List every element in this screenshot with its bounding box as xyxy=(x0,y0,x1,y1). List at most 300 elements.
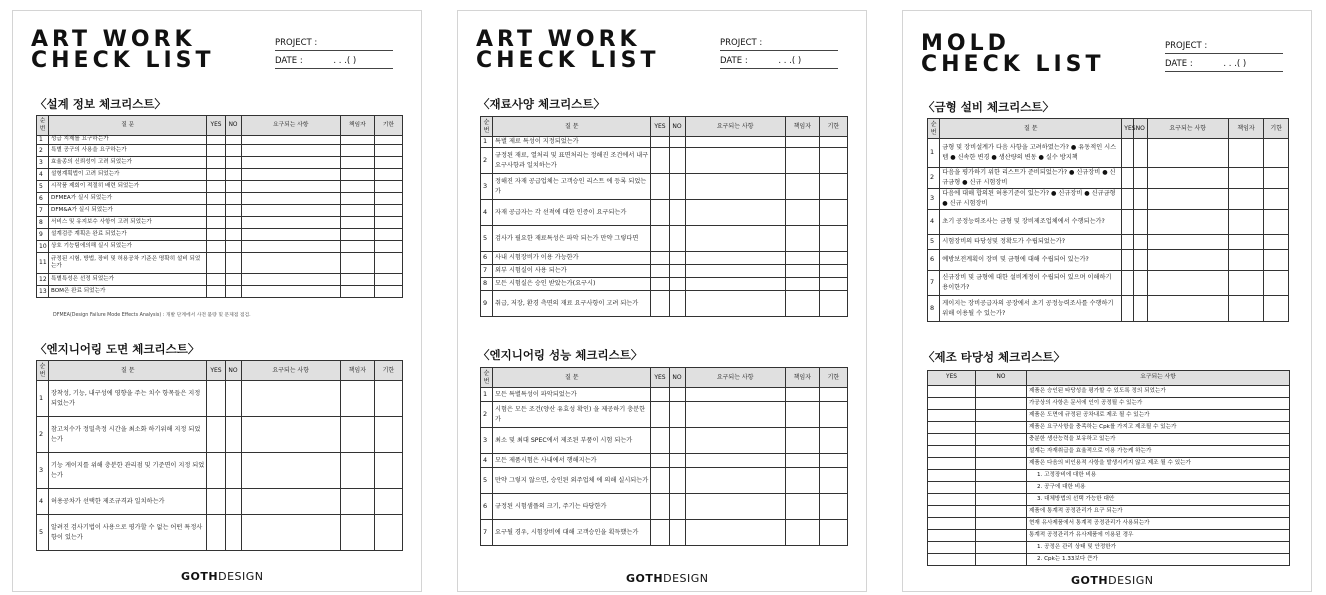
owner-cell[interactable] xyxy=(340,181,374,193)
owner-cell[interactable] xyxy=(1228,235,1264,250)
yes-cell[interactable] xyxy=(651,428,669,454)
yes-cell[interactable] xyxy=(207,193,225,205)
no-cell[interactable] xyxy=(225,181,241,193)
due-cell[interactable] xyxy=(819,428,847,454)
no-cell[interactable] xyxy=(669,520,685,546)
row-number: 8 xyxy=(481,278,493,291)
requirements-cell[interactable] xyxy=(685,200,785,226)
requirements-cell[interactable] xyxy=(241,169,340,181)
yes-cell[interactable] xyxy=(207,136,225,145)
requirements-cell[interactable] xyxy=(1147,139,1228,168)
yes-cell[interactable] xyxy=(207,181,225,193)
no-cell[interactable] xyxy=(976,446,1027,458)
requirements-cell[interactable] xyxy=(241,515,340,551)
col-header-due: 기한 xyxy=(819,368,847,388)
due-cell[interactable] xyxy=(819,137,847,148)
no-cell[interactable] xyxy=(1133,210,1147,235)
yes-cell[interactable] xyxy=(651,252,669,265)
col-header-requirements: 요구되는 사항 xyxy=(1147,119,1228,139)
requirements-cell[interactable] xyxy=(1147,271,1228,296)
due-cell[interactable] xyxy=(374,381,402,417)
due-cell[interactable] xyxy=(374,169,402,181)
requirements-cell[interactable] xyxy=(241,417,340,453)
no-cell[interactable] xyxy=(225,169,241,181)
requirements-cell[interactable] xyxy=(241,286,340,298)
yes-cell[interactable] xyxy=(207,205,225,217)
row-number: 3 xyxy=(481,174,493,200)
no-cell[interactable] xyxy=(225,453,241,489)
project-field: PROJECT : xyxy=(275,37,393,51)
yes-cell[interactable] xyxy=(207,229,225,241)
no-cell[interactable] xyxy=(669,454,685,468)
row-question: 설계검증 계획은 완료 되었는가 xyxy=(49,229,207,241)
yes-cell[interactable] xyxy=(928,482,976,494)
col-header-question: 질 문 xyxy=(49,361,207,381)
yes-cell[interactable] xyxy=(928,446,976,458)
due-cell[interactable] xyxy=(819,494,847,520)
owner-cell[interactable] xyxy=(340,453,374,489)
row-number: 4 xyxy=(481,454,493,468)
due-cell[interactable] xyxy=(819,402,847,428)
col-header-due: 기한 xyxy=(819,117,847,137)
owner-cell[interactable] xyxy=(785,402,819,428)
yes-cell[interactable] xyxy=(1122,210,1133,235)
table-row xyxy=(928,482,1290,494)
yes-cell[interactable] xyxy=(651,174,669,200)
owner-cell[interactable] xyxy=(340,217,374,229)
yes-cell[interactable] xyxy=(1122,296,1133,322)
dfmea-note: DFMEA(Design Failure Mode Effects Analysis) : 개발 단계에서 사전 불량 및 문제점 점검. xyxy=(53,313,251,318)
owner-cell[interactable] xyxy=(340,489,374,515)
due-cell[interactable] xyxy=(819,388,847,402)
owner-cell[interactable] xyxy=(785,520,819,546)
table-row xyxy=(928,296,1289,322)
no-cell[interactable] xyxy=(669,402,685,428)
yes-cell[interactable] xyxy=(651,494,669,520)
no-cell[interactable] xyxy=(225,205,241,217)
yes-cell[interactable] xyxy=(207,253,225,274)
owner-cell[interactable] xyxy=(340,286,374,298)
requirements-cell[interactable] xyxy=(685,174,785,200)
mold-equipment-table xyxy=(927,118,1289,322)
row-question: 외부 시험실이 사용 되는가 xyxy=(493,265,651,278)
yes-cell[interactable] xyxy=(928,530,976,542)
owner-cell[interactable] xyxy=(1228,250,1264,271)
due-cell[interactable] xyxy=(374,253,402,274)
requirements-cell[interactable] xyxy=(241,381,340,417)
owner-cell[interactable] xyxy=(785,454,819,468)
yes-cell[interactable] xyxy=(928,398,976,410)
requirement-text: 제품에 통계적 공정관리가 요구 되는가 xyxy=(1027,506,1290,518)
owner-cell[interactable] xyxy=(785,200,819,226)
yes-cell[interactable] xyxy=(651,402,669,428)
requirements-cell[interactable] xyxy=(241,453,340,489)
owner-cell[interactable] xyxy=(785,494,819,520)
col-header-due: 기한 xyxy=(374,116,402,136)
owner-cell[interactable] xyxy=(340,205,374,217)
no-cell[interactable] xyxy=(669,265,685,278)
yes-cell[interactable] xyxy=(928,470,976,482)
owner-cell[interactable] xyxy=(785,252,819,265)
yes-cell[interactable] xyxy=(1122,235,1133,250)
owner-cell[interactable] xyxy=(340,515,374,551)
no-cell[interactable] xyxy=(669,468,685,494)
row-question: 알려진 검사기법이 사용으로 평가할 수 없는 어떤 특정사항이 있는가 xyxy=(49,515,207,551)
row-number: 11 xyxy=(37,253,49,274)
col-header-due: 기한 xyxy=(1264,119,1289,139)
table-row xyxy=(928,494,1290,506)
no-cell[interactable] xyxy=(669,252,685,265)
yes-cell[interactable] xyxy=(651,148,669,174)
yes-cell[interactable] xyxy=(928,494,976,506)
row-question: 시험장비의 타당성및 정확도가 수립되었는가? xyxy=(940,235,1122,250)
due-cell[interactable] xyxy=(1264,271,1289,296)
project-field: PROJECT : xyxy=(1165,40,1283,54)
date-field: DATE : . . .( ) xyxy=(275,55,393,69)
due-cell[interactable] xyxy=(374,157,402,169)
row-number: 3 xyxy=(37,157,49,169)
col-header-number: 순번 xyxy=(928,119,940,139)
requirements-cell[interactable] xyxy=(1147,296,1228,322)
requirement-text: 제품은 요구사항을 충족하는 Cpk를 가지고 제조될 수 있는가 xyxy=(1027,422,1290,434)
no-cell[interactable] xyxy=(976,554,1027,566)
no-cell[interactable] xyxy=(669,148,685,174)
requirements-cell[interactable] xyxy=(685,520,785,546)
owner-cell[interactable] xyxy=(1228,296,1264,322)
no-cell[interactable] xyxy=(976,398,1027,410)
owner-cell[interactable] xyxy=(785,265,819,278)
no-cell[interactable] xyxy=(976,542,1027,554)
no-cell[interactable] xyxy=(976,434,1027,446)
no-cell[interactable] xyxy=(1133,168,1147,189)
due-cell[interactable] xyxy=(374,453,402,489)
no-cell[interactable] xyxy=(225,286,241,298)
due-cell[interactable] xyxy=(1264,168,1289,189)
no-cell[interactable] xyxy=(976,482,1027,494)
no-cell[interactable] xyxy=(1133,235,1147,250)
owner-cell[interactable] xyxy=(340,136,374,145)
requirements-cell[interactable] xyxy=(241,193,340,205)
no-cell[interactable] xyxy=(225,241,241,253)
owner-cell[interactable] xyxy=(785,137,819,148)
due-cell[interactable] xyxy=(819,454,847,468)
requirements-cell[interactable] xyxy=(685,148,785,174)
yes-cell[interactable] xyxy=(928,434,976,446)
no-cell[interactable] xyxy=(225,515,241,551)
due-cell[interactable] xyxy=(819,200,847,226)
no-cell[interactable] xyxy=(225,417,241,453)
due-cell[interactable] xyxy=(1264,139,1289,168)
due-cell[interactable] xyxy=(374,205,402,217)
due-cell[interactable] xyxy=(374,489,402,515)
no-cell[interactable] xyxy=(225,253,241,274)
title-line-1: ART WORK xyxy=(476,27,641,52)
due-cell[interactable] xyxy=(374,193,402,205)
yes-cell[interactable] xyxy=(207,515,225,551)
requirements-cell[interactable] xyxy=(685,428,785,454)
no-cell[interactable] xyxy=(976,386,1027,398)
requirement-text: 1. 공정은 관리 상태 및 안정한가 xyxy=(1027,542,1290,554)
yes-cell[interactable] xyxy=(207,274,225,286)
no-cell[interactable] xyxy=(976,422,1027,434)
row-number: 1 xyxy=(481,137,493,148)
no-cell[interactable] xyxy=(225,136,241,145)
sheet-title xyxy=(476,29,660,71)
requirements-cell[interactable] xyxy=(685,468,785,494)
owner-cell[interactable] xyxy=(785,278,819,291)
owner-cell[interactable] xyxy=(340,274,374,286)
no-cell[interactable] xyxy=(1133,139,1147,168)
table-row xyxy=(928,506,1290,518)
title-line-1: MOLD xyxy=(921,31,1010,56)
yes-cell[interactable] xyxy=(651,226,669,252)
requirements-cell[interactable] xyxy=(685,494,785,520)
requirements-cell[interactable] xyxy=(1147,210,1228,235)
no-cell[interactable] xyxy=(976,470,1027,482)
no-cell[interactable] xyxy=(225,217,241,229)
yes-cell[interactable] xyxy=(651,520,669,546)
requirements-cell[interactable] xyxy=(241,241,340,253)
requirements-cell[interactable] xyxy=(241,229,340,241)
no-cell[interactable] xyxy=(669,278,685,291)
yes-cell[interactable] xyxy=(207,241,225,253)
no-cell[interactable] xyxy=(225,145,241,157)
requirements-cell[interactable] xyxy=(685,278,785,291)
yes-cell[interactable] xyxy=(928,458,976,470)
owner-cell[interactable] xyxy=(340,417,374,453)
owner-cell[interactable] xyxy=(785,174,819,200)
requirements-cell[interactable] xyxy=(1147,168,1228,189)
owner-cell[interactable] xyxy=(340,193,374,205)
yes-cell[interactable] xyxy=(1122,189,1133,210)
owner-cell[interactable] xyxy=(785,468,819,494)
yes-cell[interactable] xyxy=(928,554,976,566)
due-cell[interactable] xyxy=(1264,210,1289,235)
due-cell[interactable] xyxy=(1264,189,1289,210)
no-cell[interactable] xyxy=(669,494,685,520)
owner-cell[interactable] xyxy=(785,428,819,454)
requirements-cell[interactable] xyxy=(685,454,785,468)
requirements-cell[interactable] xyxy=(685,226,785,252)
due-cell[interactable] xyxy=(819,265,847,278)
due-cell[interactable] xyxy=(374,181,402,193)
no-cell[interactable] xyxy=(225,381,241,417)
owner-cell[interactable] xyxy=(340,381,374,417)
no-cell[interactable] xyxy=(669,291,685,317)
requirements-cell[interactable] xyxy=(685,265,785,278)
table-row xyxy=(37,136,403,145)
no-cell[interactable] xyxy=(1133,296,1147,322)
yes-cell[interactable] xyxy=(651,278,669,291)
yes-cell[interactable] xyxy=(1122,139,1133,168)
yes-cell[interactable] xyxy=(651,137,669,148)
yes-cell[interactable] xyxy=(928,518,976,530)
no-cell[interactable] xyxy=(669,428,685,454)
no-cell[interactable] xyxy=(976,494,1027,506)
owner-cell[interactable] xyxy=(785,291,819,317)
yes-cell[interactable] xyxy=(928,542,976,554)
yes-cell[interactable] xyxy=(651,468,669,494)
owner-cell[interactable] xyxy=(1228,210,1264,235)
gothdesign-logo: GOTHDESIGN xyxy=(626,572,709,585)
no-cell[interactable] xyxy=(669,174,685,200)
no-cell[interactable] xyxy=(669,388,685,402)
no-cell[interactable] xyxy=(225,157,241,169)
col-header-owner: 책임자 xyxy=(1228,119,1264,139)
yes-cell[interactable] xyxy=(207,169,225,181)
requirements-cell[interactable] xyxy=(241,145,340,157)
due-cell[interactable] xyxy=(819,291,847,317)
requirements-cell[interactable] xyxy=(241,274,340,286)
requirements-cell[interactable] xyxy=(241,181,340,193)
due-cell[interactable] xyxy=(374,136,402,145)
no-cell[interactable] xyxy=(976,506,1027,518)
requirements-cell[interactable] xyxy=(241,205,340,217)
yes-cell[interactable] xyxy=(928,386,976,398)
no-cell[interactable] xyxy=(225,274,241,286)
requirement-text: 3. 대체방법의 선택 가능한 대안 xyxy=(1027,494,1290,506)
row-number: 8 xyxy=(37,217,49,229)
col-header-question: 질 문 xyxy=(493,368,651,388)
due-cell[interactable] xyxy=(819,174,847,200)
table-row xyxy=(928,386,1290,398)
due-cell[interactable] xyxy=(374,286,402,298)
yes-cell[interactable] xyxy=(207,217,225,229)
due-cell[interactable] xyxy=(819,226,847,252)
requirements-cell[interactable] xyxy=(241,217,340,229)
owner-cell[interactable] xyxy=(785,148,819,174)
requirements-cell[interactable] xyxy=(685,252,785,265)
owner-cell[interactable] xyxy=(785,388,819,402)
yes-cell[interactable] xyxy=(207,286,225,298)
requirements-cell[interactable] xyxy=(1147,250,1228,271)
owner-cell[interactable] xyxy=(340,169,374,181)
due-cell[interactable] xyxy=(819,148,847,174)
due-cell[interactable] xyxy=(374,274,402,286)
yes-cell[interactable] xyxy=(1122,271,1133,296)
table-row xyxy=(928,139,1289,168)
row-question: 정해진 자재 공급업체는 고객승인 리스트 에 등록 되었는가 xyxy=(493,174,651,200)
yes-cell[interactable] xyxy=(651,454,669,468)
requirements-cell[interactable] xyxy=(1147,235,1228,250)
requirements-cell[interactable] xyxy=(685,137,785,148)
requirements-cell[interactable] xyxy=(1147,189,1228,210)
yes-cell[interactable] xyxy=(207,453,225,489)
yes-cell[interactable] xyxy=(928,410,976,422)
yes-cell[interactable] xyxy=(928,506,976,518)
requirements-cell[interactable] xyxy=(685,291,785,317)
due-cell[interactable] xyxy=(374,145,402,157)
col-header-due: 기한 xyxy=(374,361,402,381)
table-row xyxy=(37,453,403,489)
due-cell[interactable] xyxy=(819,252,847,265)
table-row xyxy=(37,253,403,274)
due-cell[interactable] xyxy=(819,278,847,291)
yes-cell[interactable] xyxy=(207,381,225,417)
owner-cell[interactable] xyxy=(340,253,374,274)
title-line-2: CHECK LIST xyxy=(31,48,215,73)
section-title-manufacturing-feasibility: 〈제조 타당성 체크리스트〉 xyxy=(923,350,1066,364)
no-cell[interactable] xyxy=(1133,271,1147,296)
due-cell[interactable] xyxy=(1264,296,1289,322)
owner-cell[interactable] xyxy=(1228,168,1264,189)
due-cell[interactable] xyxy=(819,520,847,546)
yes-cell[interactable] xyxy=(1122,250,1133,271)
yes-cell[interactable] xyxy=(207,489,225,515)
due-cell[interactable] xyxy=(374,217,402,229)
col-header-question: 질 문 xyxy=(940,119,1122,139)
owner-cell[interactable] xyxy=(340,241,374,253)
yes-cell[interactable] xyxy=(651,388,669,402)
table-row xyxy=(928,554,1290,566)
due-cell[interactable] xyxy=(1264,250,1289,271)
yes-cell[interactable] xyxy=(651,291,669,317)
owner-cell[interactable] xyxy=(1228,139,1264,168)
row-number: 3 xyxy=(928,189,940,210)
owner-cell[interactable] xyxy=(340,145,374,157)
requirements-cell[interactable] xyxy=(241,157,340,169)
row-question: 특별특성은 선정 되었는가 xyxy=(49,274,207,286)
due-cell[interactable] xyxy=(819,468,847,494)
no-cell[interactable] xyxy=(1133,250,1147,271)
col-header-requirements: 요구되는 사항 xyxy=(241,116,340,136)
yes-cell[interactable] xyxy=(651,265,669,278)
owner-cell[interactable] xyxy=(785,226,819,252)
row-number: 5 xyxy=(37,181,49,193)
table-row xyxy=(481,148,848,174)
row-question: 초기 공정능력조사는 금형 및 장비제조업체에서 수행되는가? xyxy=(940,210,1122,235)
no-cell[interactable] xyxy=(669,137,685,148)
requirements-cell[interactable] xyxy=(685,388,785,402)
no-cell[interactable] xyxy=(976,518,1027,530)
due-cell[interactable] xyxy=(374,417,402,453)
owner-cell[interactable] xyxy=(340,229,374,241)
no-cell[interactable] xyxy=(976,410,1027,422)
no-cell[interactable] xyxy=(1133,189,1147,210)
yes-cell[interactable] xyxy=(1122,168,1133,189)
requirement-text: 설계는 자재취급을 효율적으로 이용 가능케 하는가 xyxy=(1027,446,1290,458)
no-cell[interactable] xyxy=(225,229,241,241)
section-title-mold-equipment: 〈금형 설비 체크리스트〉 xyxy=(923,100,1054,114)
owner-cell[interactable] xyxy=(1228,189,1264,210)
no-cell[interactable] xyxy=(225,193,241,205)
requirements-cell[interactable] xyxy=(241,136,340,145)
requirements-cell[interactable] xyxy=(241,489,340,515)
row-question: 만약 그렇지 않으면, 승인된 외주업체 에 의해 실시되는가 xyxy=(493,468,651,494)
requirements-cell[interactable] xyxy=(241,253,340,274)
due-cell[interactable] xyxy=(1264,235,1289,250)
due-cell[interactable] xyxy=(374,241,402,253)
no-cell[interactable] xyxy=(976,458,1027,470)
row-number: 2 xyxy=(481,148,493,174)
yes-cell[interactable] xyxy=(207,145,225,157)
owner-cell[interactable] xyxy=(1228,271,1264,296)
yes-cell[interactable] xyxy=(207,417,225,453)
no-cell[interactable] xyxy=(669,200,685,226)
yes-cell[interactable] xyxy=(651,200,669,226)
no-cell[interactable] xyxy=(669,226,685,252)
row-question: 신규장비 및 금형에 대한 설비계정이 수립되어 있으며 이해하기 용이한가? xyxy=(940,271,1122,296)
yes-cell[interactable] xyxy=(928,422,976,434)
no-cell[interactable] xyxy=(225,489,241,515)
no-cell[interactable] xyxy=(976,530,1027,542)
due-cell[interactable] xyxy=(374,515,402,551)
owner-cell[interactable] xyxy=(340,157,374,169)
due-cell[interactable] xyxy=(374,229,402,241)
requirements-cell[interactable] xyxy=(685,402,785,428)
yes-cell[interactable] xyxy=(207,157,225,169)
table-row xyxy=(928,422,1290,434)
